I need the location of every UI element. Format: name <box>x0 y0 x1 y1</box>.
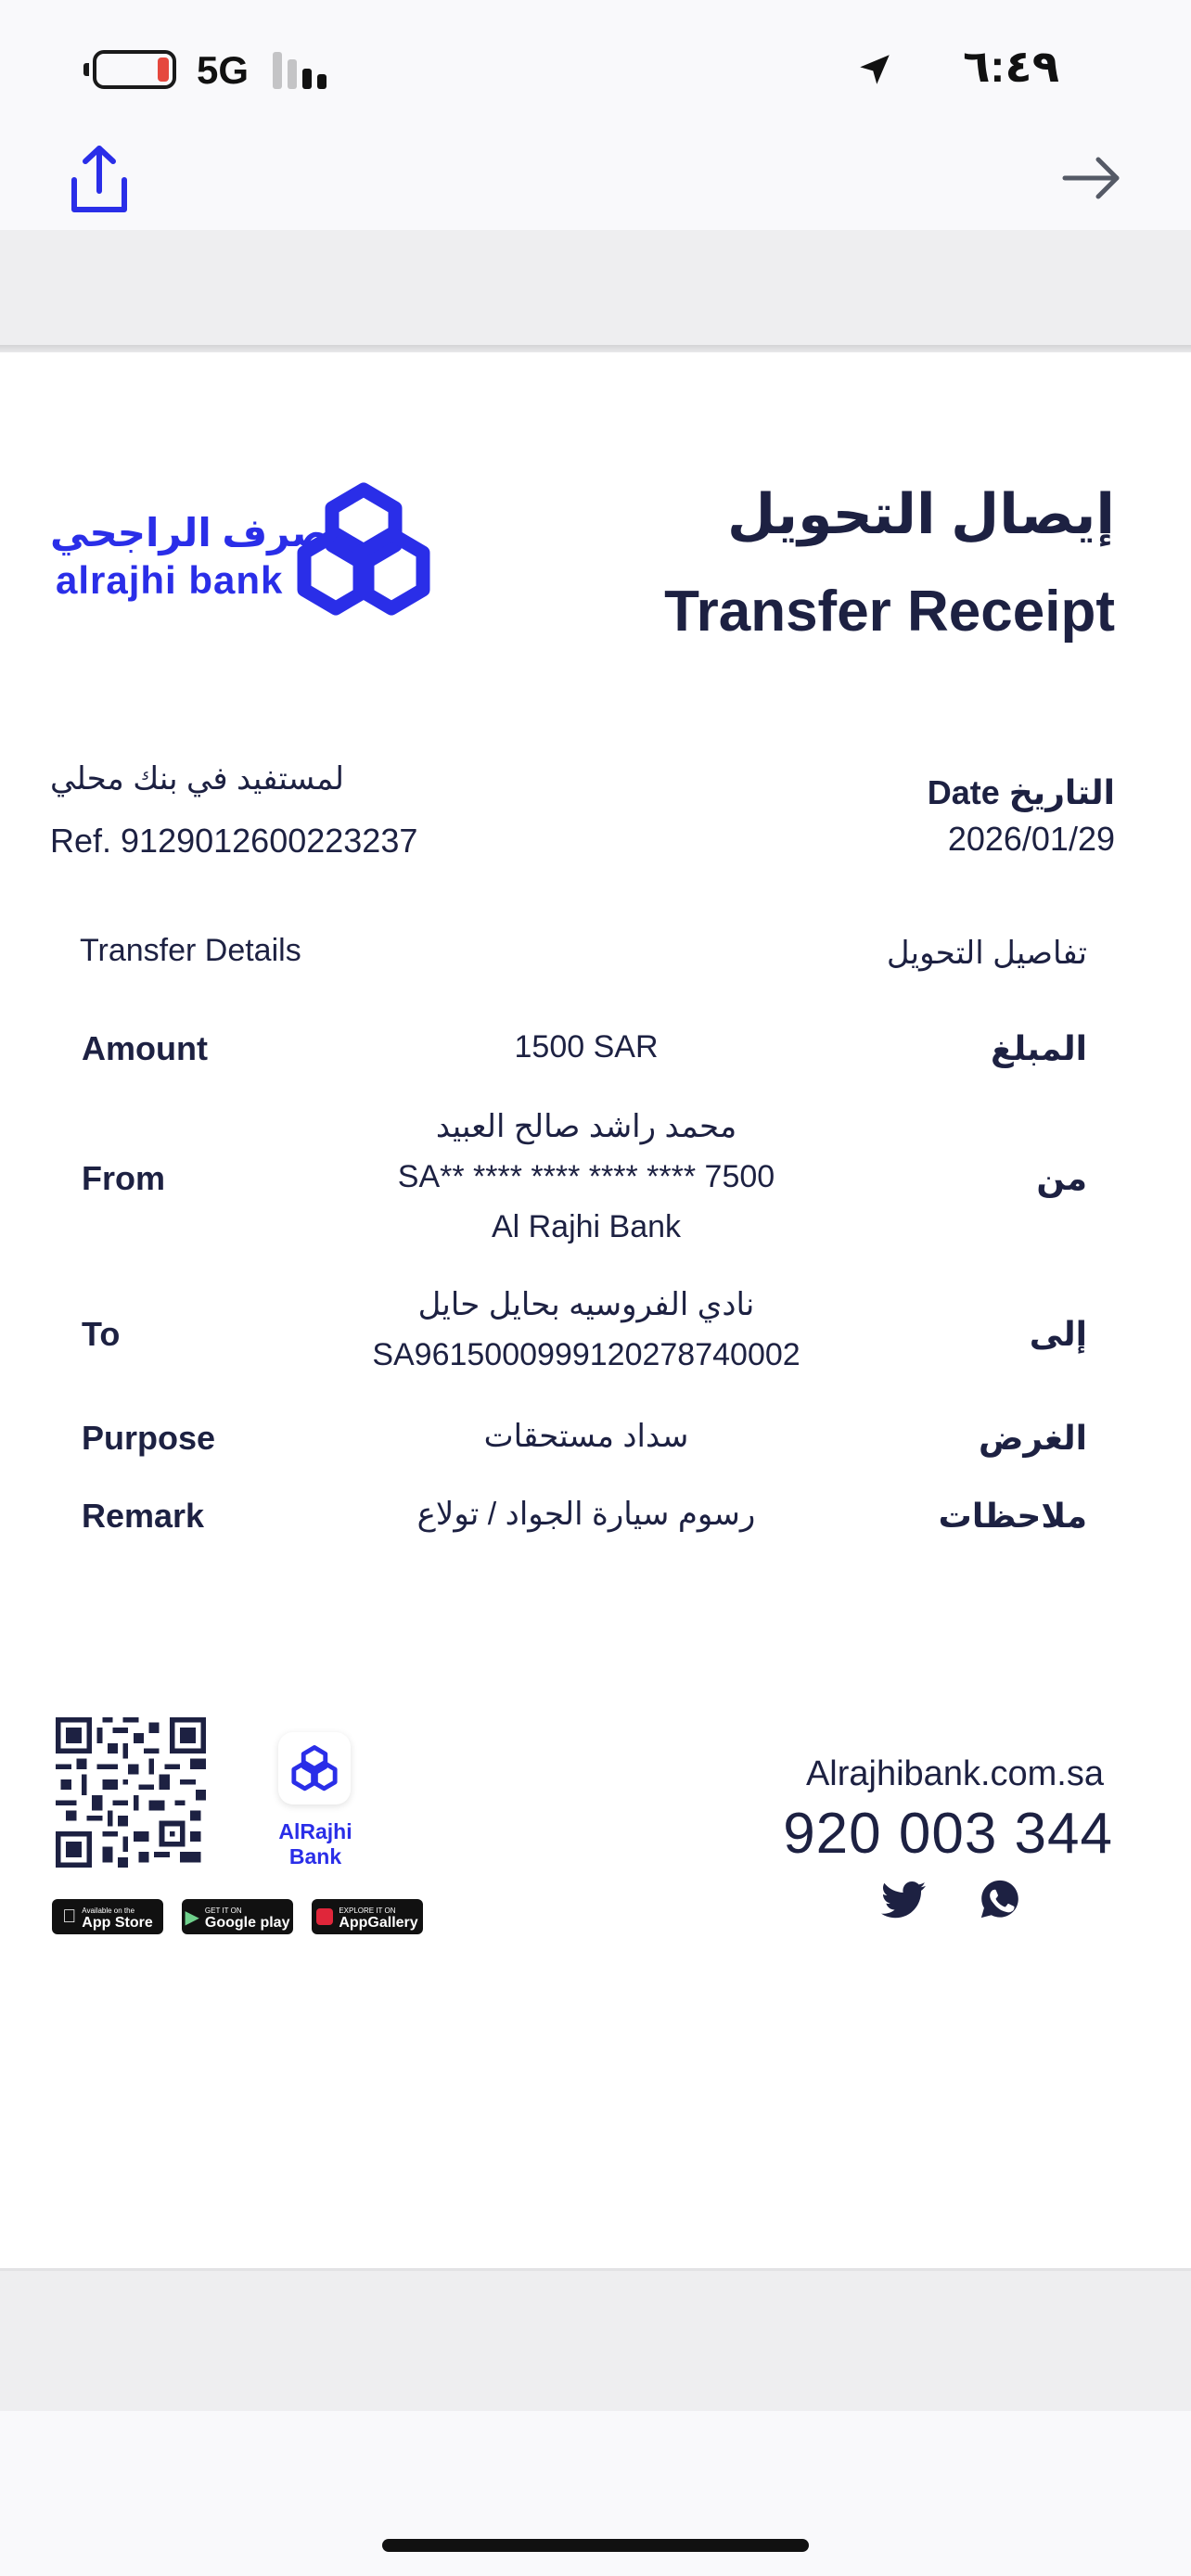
to-iban: SA9615000999120278740002 <box>372 1337 800 1372</box>
appgallery-badge[interactable] <box>312 1899 423 1934</box>
location-arrow-icon <box>855 50 894 89</box>
section-title: Transfer Details <box>80 933 301 968</box>
whatsapp-icon[interactable] <box>980 1879 1020 1919</box>
appgallery-label: AppGallery <box>339 1915 418 1931</box>
to-label-arabic: إلى <box>1029 1315 1087 1353</box>
status-bar <box>0 0 1191 130</box>
app-store-small: Available on the <box>74 1906 128 1915</box>
to-name: نادي الفروسيه بحايل حايل <box>417 1287 755 1322</box>
battery-icon <box>93 50 176 89</box>
app-icon <box>278 1732 351 1804</box>
remark-label-arabic: ملاحظات <box>938 1497 1087 1535</box>
date-label: Date التاريخ <box>927 773 1115 811</box>
date-value: 2026/01/29 <box>947 820 1115 858</box>
receipt-title-arabic: إيصال التحويل <box>726 483 1115 545</box>
amount-value: 1500 SAR <box>514 1029 659 1065</box>
signal-icon <box>273 52 338 89</box>
from-name: محمد راشد صالح العبيد <box>435 1109 737 1144</box>
google-play-label: Google play <box>204 1915 290 1931</box>
reference-number: Ref. 9129012600223237 <box>50 822 418 860</box>
receipt-title: Transfer Receipt <box>664 580 1115 644</box>
logo-text-english: alrajhi bank <box>56 558 284 602</box>
top-gray-band <box>0 230 1191 352</box>
google-play-badge[interactable] <box>182 1899 293 1934</box>
remark-value: رسوم سيارة الجواد / تولاع <box>416 1497 756 1532</box>
purpose-label: Purpose <box>82 1419 216 1457</box>
arrow-right-icon[interactable] <box>1059 150 1124 206</box>
from-account: SA** **** **** **** **** 7500 <box>397 1159 775 1194</box>
logo-text-arabic: مصرف الراجحي <box>50 511 354 555</box>
app-store-badge[interactable] <box>52 1899 163 1934</box>
from-label: From <box>82 1159 165 1197</box>
app-name: AlRajhi Bank <box>278 1819 352 1868</box>
section-title-arabic: تفاصيل التحويل <box>886 936 1087 971</box>
beneficiary-type: لمستفيد في بنك محلي <box>50 761 344 797</box>
bottom-gray-band <box>0 2268 1191 2411</box>
website-link[interactable]: Alrajhibank.com.sa <box>805 1754 1104 1793</box>
huawei-icon <box>316 1908 333 1925</box>
to-label: To <box>82 1315 121 1353</box>
purpose-label-arabic: الغرض <box>979 1419 1087 1457</box>
from-value <box>308 1102 864 1252</box>
twitter-icon[interactable] <box>881 1881 926 1919</box>
amount-label: Amount <box>82 1029 208 1067</box>
from-bank: Al Rajhi Bank <box>491 1209 682 1244</box>
amount-label-arabic: المبلغ <box>991 1029 1087 1067</box>
share-icon[interactable] <box>67 143 132 217</box>
clock: ٦:٤٩ <box>963 43 1059 92</box>
google-play-icon: ▶ <box>185 1906 199 1928</box>
remark-label: Remark <box>82 1497 205 1535</box>
phone-number[interactable]: 920 003 344 <box>783 1802 1113 1866</box>
google-play-small: GET IT ON <box>204 1906 242 1915</box>
from-label-arabic: من <box>1036 1159 1087 1197</box>
apple-icon <box>62 1906 76 1928</box>
qr-code <box>56 1717 206 1868</box>
network-type: 5G <box>197 48 250 92</box>
purpose-value: سداد مستحقات <box>483 1419 689 1454</box>
home-indicator[interactable] <box>382 2539 809 2552</box>
app-store-label: App Store <box>74 1915 147 1931</box>
appgallery-small: EXPLORE IT ON <box>339 1906 396 1915</box>
to-value <box>308 1280 864 1380</box>
receipt-card <box>0 352 1191 2268</box>
nav-bar <box>0 130 1191 230</box>
